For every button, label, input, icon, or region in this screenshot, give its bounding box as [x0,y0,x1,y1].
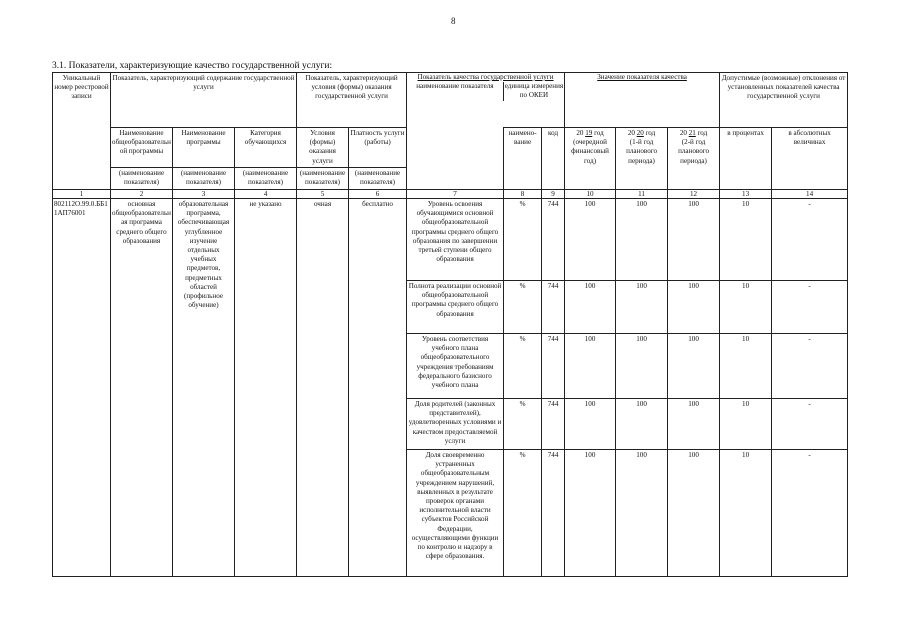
programs-cell: образовательная программа, обеспечивающая углубленное изучение отдельных учебных предметов, предметных областей (профильное обучение) [173,199,235,577]
indicator-unit: % [504,334,542,399]
indicator-value-y2: 100 [616,399,668,450]
indicator-dev-absolute: - [772,334,848,399]
year2-note: (1-й год планового периода) [626,138,658,165]
quality-group-header [407,73,565,128]
registry-header: Уникальный номер реестровой записи [53,73,111,190]
content-group-header: Показатель, характеризующий содержание государственной услуги [111,73,297,128]
indicator-value-y1: 100 [565,399,616,450]
deviation-group-header: Допустимые (возможные) отклонения от установленных показателей качества государственной услуги [720,73,848,128]
table-row [53,199,848,281]
program-cell: основная общеобразовательная программа среднего общего образования [111,199,173,577]
sub-indicator-label: (наименование показателя) [235,168,297,190]
indicator-dev-absolute: - [772,450,848,577]
form-cell: очная [297,199,349,577]
indicator-value-y1: 100 [565,281,616,334]
col-programs-header: Наименование программы [173,128,235,168]
registry-code: 802112О.99.0.ББ11АП76001 [53,199,111,577]
indicator-name: Уровень освоения обучающимися основной общеобразовательной программы среднего общего образования по завершении третьей ступени общего образования [407,199,504,281]
indicator-value-y3: 100 [668,199,720,281]
col-category-header: Категория обучающихся [235,128,297,168]
indicator-code: 744 [542,199,565,281]
values-group-header [565,73,720,128]
sub-indicator-label: (наименование показателя) [173,168,235,190]
indicator-unit: % [504,450,542,577]
indicator-dev-percent: 10 [720,399,772,450]
indicator-dev-percent: 10 [720,450,772,577]
quality-name-header: наименование показателя [416,82,494,91]
indicator-dev-absolute: - [772,199,848,281]
year2-value: 20 [636,129,644,137]
indicator-value-y3: 100 [668,450,720,577]
indicator-unit: % [504,399,542,450]
indicator-unit: % [504,281,542,334]
payment-cell: бесплатно [349,199,407,577]
unit-code-header: код [542,128,565,190]
col-forms-header: Условия (формы) оказания услуги [297,128,349,168]
indicator-name: Уровень соответствия учебного плана общеобразовательного учреждения требованиям федерального базисного учебного плана [407,334,504,399]
unit-header: единица измерения по ОКЕИ [504,82,564,100]
year1-header: 20 19 год (очередной финансовый год) [565,128,616,190]
indicator-value-y2: 100 [616,450,668,577]
indicator-value-y2: 100 [616,281,668,334]
year2-header: 20 20 год (1-й год планового периода) [616,128,668,190]
indicator-name: Полнота реализации основной общеобразовательной программы среднего общего образования [407,281,504,334]
column-index-row: 1 2 3 4 5 6 7 8 9 10 11 12 13 14 [53,190,848,199]
indicator-dev-absolute: - [772,281,848,334]
dev-percent-header: в процентах [720,128,772,190]
category-cell: не указано [235,199,297,577]
indicator-value-y3: 100 [668,399,720,450]
dev-absolute-header: в абсолютных величинах [772,128,848,190]
indicator-value-y1: 100 [565,334,616,399]
year1-note: (очередной финансовый год) [571,138,609,165]
indicator-value-y3: 100 [668,334,720,399]
indicator-value-y1: 100 [565,450,616,577]
col-program-name-header: Наименование общеобразовательной программы [111,128,173,168]
section-heading: 3.1. Показатели, характеризующие качество государственной услуги: [52,61,333,71]
indicator-code: 744 [542,399,565,450]
indicator-dev-percent: 10 [720,199,772,281]
conditions-group-header: Показатель, характеризующий условия (формы) оказания государственной услуги [297,73,407,128]
indicator-unit: % [504,199,542,281]
indicator-value-y3: 100 [668,281,720,334]
indicator-dev-percent: 10 [720,334,772,399]
indicator-code: 744 [542,450,565,577]
indicator-value-y1: 100 [565,199,616,281]
indicator-dev-percent: 10 [720,281,772,334]
indicator-dev-absolute: - [772,399,848,450]
page-number: 8 [451,16,456,26]
indicator-name: Доля своевременно устраненных общеобразовательным учреждением нарушений, выявленных в результате проверок органами исполнительной власти субъектов Российской Федерации, осуществляющими функции по контролю и надзору в сфере образования. [407,450,504,577]
sub-indicator-label: (наименование показателя) [297,168,349,190]
year3-note: (2-й год планового периода) [678,138,710,165]
indicator-code: 744 [542,281,565,334]
indicator-value-y2: 100 [616,334,668,399]
sub-indicator-label: (наименование показателя) [349,168,407,190]
indicator-code: 744 [542,334,565,399]
quality-indicators-table [52,72,848,577]
quality-group-title: Показатель качества государственной услуги [417,73,554,81]
year3-value: 21 [688,129,696,137]
sub-indicator-label: (наименование показателя) [111,168,173,190]
unit-name-header: наимено-вание [504,128,542,190]
col-payment-header: Платность услуги (работы) [349,128,407,168]
year1-value: 19 [585,129,593,137]
indicator-name: Доля родителей (законных представителей), удовлетворенных условиями и качеством предоставляемой услуги [407,399,504,450]
year3-header: 20 21 год (2-й год планового периода) [668,128,720,190]
indicator-value-y2: 100 [616,199,668,281]
values-group-title: Значение показателя качества [597,73,687,81]
